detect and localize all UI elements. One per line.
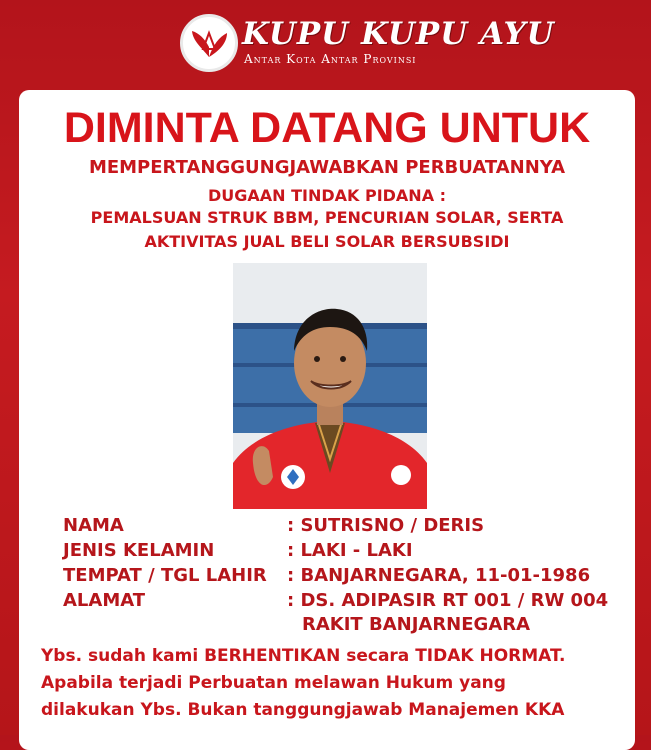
field-value-gender: : LAKI - LAKI [287, 540, 413, 561]
footer-line: Apabila terjadi Perbuatan melawan Hukum yang [41, 673, 506, 693]
notice-headline: DIMINTA DATANG UNTUK [63, 104, 591, 152]
charge-line: PEMALSUAN STRUK BBM, PENCURIAN SOLAR, SERTA [90, 208, 564, 227]
footer-line: dilakukan Ybs. Bukan tanggungjawab Manajemen KKA [41, 700, 565, 720]
brand-subtitle: Antar Kota Antar Provinsi [244, 52, 417, 66]
notice-subheadline: MEMPERTANGGUNGJAWABKAN PERBUATANNYA [88, 157, 566, 178]
field-label-birth: TEMPAT / TGL LAHIR [63, 565, 267, 586]
field-value-address: : DS. ADIPASIR RT 001 / RW 004 [287, 590, 609, 611]
field-label-gender: JENIS KELAMIN [63, 540, 215, 561]
field-value-name: : SUTRISNO / DERIS [287, 515, 485, 536]
field-value-address-line2: RAKIT BANJARNEGARA [302, 614, 531, 635]
butterfly-logo-icon [180, 14, 238, 72]
charge-line: AKTIVITAS JUAL BELI SOLAR BERSUBSIDI [144, 232, 510, 251]
header [0, 0, 651, 88]
field-label-address: ALAMAT [63, 590, 146, 611]
field-label-name: NAMA [63, 515, 124, 536]
charge-label: DUGAAN TINDAK PIDANA : [207, 186, 447, 205]
notice-card [19, 90, 635, 750]
brand-title: KUPU KUPU AYU [242, 16, 555, 52]
person-photo [233, 263, 427, 509]
footer-line: Ybs. sudah kami BERHENTIKAN secara TIDAK HORMAT. [41, 646, 566, 666]
field-value-birth: : BANJARNEGARA, 11-01-1986 [287, 565, 591, 586]
